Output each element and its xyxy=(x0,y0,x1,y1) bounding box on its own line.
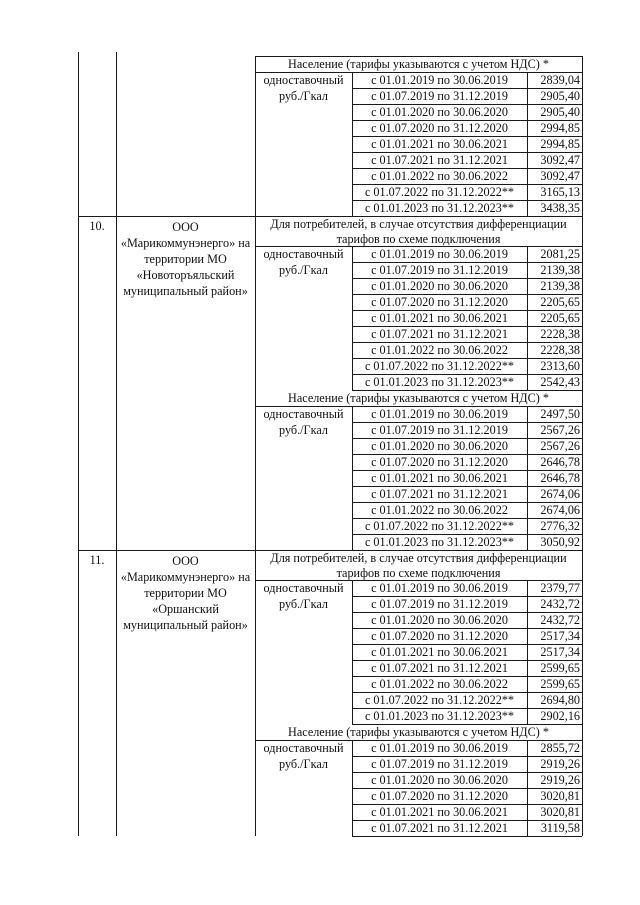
tariff-period-cell: с 01.01.2019 по 30.06.2019 xyxy=(371,407,508,421)
tariff-value-cell: 3438,35 xyxy=(540,201,580,215)
tariff-value-cell: 2432,72 xyxy=(540,613,580,627)
table-column-rule xyxy=(352,246,353,390)
tariff-period-cell: с 01.07.2019 по 31.12.2019 xyxy=(371,597,508,611)
tariff-period-cell: с 01.01.2021 по 30.06.2021 xyxy=(371,137,508,151)
org-number: 11. xyxy=(89,553,105,567)
tariff-period-cell: с 01.07.2021 по 31.12.2021 xyxy=(371,327,508,341)
tariff-period-cell: с 01.07.2021 по 31.12.2021 xyxy=(371,487,508,501)
tariff-period-cell: с 01.07.2021 по 31.12.2021 xyxy=(371,821,508,835)
tariff-value-cell: 2228,38 xyxy=(540,327,580,341)
table-column-rule xyxy=(116,52,117,836)
tariff-value-cell: 2599,65 xyxy=(540,677,580,691)
tariff-value-cell: 2517,34 xyxy=(540,629,580,643)
single-rate-label: одноставочный xyxy=(263,407,344,421)
org-name: ООО «Марикоммунэнерго» на территории МО «Оршанский муниципальный район» xyxy=(120,554,251,632)
tariff-value-cell: 3165,13 xyxy=(540,185,580,199)
tariff-period-cell: с 01.01.2020 по 30.06.2020 xyxy=(371,773,508,787)
tariff-value-cell: 2905,40 xyxy=(540,105,580,119)
table-column-rule xyxy=(352,406,353,550)
population-subheader: Население (тарифы указываются с учетом НДС) * xyxy=(288,725,549,739)
table-column-rule xyxy=(527,406,528,550)
tariff-period-cell: с 01.01.2023 по 31.12.2023** xyxy=(364,535,515,549)
tariff-period-cell: с 01.01.2020 по 30.06.2020 xyxy=(371,105,508,119)
tariff-value-cell: 2674,06 xyxy=(540,487,580,501)
tariff-period-cell: с 01.01.2023 по 31.12.2023** xyxy=(364,201,515,215)
tariff-period-cell: с 01.07.2020 по 31.12.2020 xyxy=(371,629,508,643)
population-subheader: Население (тарифы указываются с учетом НДС) * xyxy=(288,57,549,71)
tariff-period-cell: с 01.07.2020 по 31.12.2020 xyxy=(371,789,508,803)
tariff-period-cell: с 01.01.2019 по 30.06.2019 xyxy=(371,247,508,261)
table-row-rule xyxy=(352,836,582,837)
tariff-period-cell: с 01.07.2020 по 31.12.2020 xyxy=(371,121,508,135)
single-rate-label: одноставочный xyxy=(263,581,344,595)
tariff-period-cell: с 01.01.2019 по 30.06.2019 xyxy=(371,73,508,87)
unit-label: руб./Гкал xyxy=(279,263,328,277)
tariff-period-cell: с 01.07.2019 по 31.12.2019 xyxy=(371,757,508,771)
tariff-period-cell: с 01.01.2022 по 30.06.2022 xyxy=(371,677,508,691)
tariff-period-cell: с 01.01.2023 по 31.12.2023** xyxy=(364,709,515,723)
tariff-period-cell: с 01.01.2020 по 30.06.2020 xyxy=(371,279,508,293)
tariff-value-cell: 3050,92 xyxy=(540,535,580,549)
tariff-period-cell: с 01.01.2021 по 30.06.2021 xyxy=(371,645,508,659)
tariff-period-cell: с 01.07.2022 по 31.12.2022** xyxy=(364,359,515,373)
tariff-period-cell: с 01.01.2021 по 30.06.2021 xyxy=(371,805,508,819)
tariff-value-cell: 2646,78 xyxy=(540,455,580,469)
tariff-value-cell: 2839,04 xyxy=(540,73,580,87)
table-column-rule xyxy=(527,740,528,836)
tariff-period-cell: с 01.07.2021 по 31.12.2021 xyxy=(371,153,508,167)
tariff-value-cell: 2674,06 xyxy=(540,503,580,517)
tariff-value-cell: 2902,16 xyxy=(540,709,580,723)
tariff-period-cell: с 01.07.2019 по 31.12.2019 xyxy=(371,423,508,437)
tariff-period-cell: с 01.01.2019 по 30.06.2019 xyxy=(371,581,508,595)
org-number: 10. xyxy=(89,219,105,233)
population-subheader: Население (тарифы указываются с учетом НДС) * xyxy=(288,391,549,405)
tariff-period-cell: с 01.07.2020 по 31.12.2020 xyxy=(371,455,508,469)
tariff-value-cell: 2919,26 xyxy=(540,773,580,787)
tariff-period-cell: с 01.07.2019 по 31.12.2019 xyxy=(371,89,508,103)
tariff-value-cell: 2855,72 xyxy=(540,741,580,755)
tariff-period-cell: с 01.01.2020 по 30.06.2020 xyxy=(371,439,508,453)
tariff-period-cell: с 01.01.2022 по 30.06.2022 xyxy=(371,503,508,517)
tariff-period-cell: с 01.07.2022 по 31.12.2022** xyxy=(364,693,515,707)
table-column-rule xyxy=(352,72,353,216)
tariff-period-cell: с 01.01.2021 по 30.06.2021 xyxy=(371,311,508,325)
tariff-period-cell: с 01.01.2021 по 30.06.2021 xyxy=(371,471,508,485)
tariff-value-cell: 2694,80 xyxy=(540,693,580,707)
tariff-value-cell: 2599,65 xyxy=(540,661,580,675)
unit-label: руб./Гкал xyxy=(279,597,328,611)
org-name: ООО «Марикоммунэнерго» на территории МО «Новоторъяльский муниципальный район» xyxy=(120,220,251,298)
tariff-value-cell: 3020,81 xyxy=(540,805,580,819)
tariff-value-cell: 2776,32 xyxy=(540,519,580,533)
table-right-rule xyxy=(582,56,583,836)
table-column-rule xyxy=(527,580,528,724)
tariff-value-cell: 2139,38 xyxy=(540,279,580,293)
unit-label: руб./Гкал xyxy=(279,757,328,771)
table-column-rule xyxy=(352,740,353,836)
tariff-value-cell: 2139,38 xyxy=(540,263,580,277)
tariff-period-cell: с 01.01.2022 по 30.06.2022 xyxy=(371,169,508,183)
tariff-period-cell: с 01.07.2022 по 31.12.2022** xyxy=(364,185,515,199)
tariff-period-cell: с 01.07.2022 по 31.12.2022** xyxy=(364,519,515,533)
tariff-value-cell: 2994,85 xyxy=(540,137,580,151)
tariff-value-cell: 2994,85 xyxy=(540,121,580,135)
tariff-value-cell: 2313,60 xyxy=(540,359,580,373)
table-column-rule xyxy=(527,72,528,216)
no-diff-subheader: Для потребителей, в случае отсутствия дифференциации тарифов по схеме подключения xyxy=(270,551,567,580)
tariff-period-cell: с 01.01.2023 по 31.12.2023** xyxy=(364,375,515,389)
unit-label: руб./Гкал xyxy=(279,423,328,437)
table-column-rule xyxy=(255,56,256,836)
tariff-value-cell: 2205,65 xyxy=(540,295,580,309)
tariff-value-cell: 2905,40 xyxy=(540,89,580,103)
tariff-period-cell: с 01.01.2022 по 30.06.2022 xyxy=(371,343,508,357)
tariff-value-cell: 2567,26 xyxy=(540,439,580,453)
tariff-value-cell: 3092,47 xyxy=(540,153,580,167)
tariff-value-cell: 2567,26 xyxy=(540,423,580,437)
single-rate-label: одноставочный xyxy=(263,247,344,261)
single-rate-label: одноставочный xyxy=(263,73,344,87)
tariff-value-cell: 2228,38 xyxy=(540,343,580,357)
tariff-value-cell: 2919,26 xyxy=(540,757,580,771)
tariff-value-cell: 2517,34 xyxy=(540,645,580,659)
tariff-period-cell: с 01.07.2019 по 31.12.2019 xyxy=(371,263,508,277)
table-column-rule xyxy=(527,246,528,390)
no-diff-subheader: Для потребителей, в случае отсутствия дифференциации тарифов по схеме подключения xyxy=(270,217,567,246)
tariff-value-cell: 2646,78 xyxy=(540,471,580,485)
tariff-period-cell: с 01.07.2020 по 31.12.2020 xyxy=(371,295,508,309)
tariff-value-cell: 3020,81 xyxy=(540,789,580,803)
tariff-value-cell: 2081,25 xyxy=(540,247,580,261)
tariff-value-cell: 2432,72 xyxy=(540,597,580,611)
tariff-value-cell: 3092,47 xyxy=(540,169,580,183)
table-column-rule xyxy=(352,580,353,724)
tariff-period-cell: с 01.07.2021 по 31.12.2021 xyxy=(371,661,508,675)
tariff-period-cell: с 01.01.2020 по 30.06.2020 xyxy=(371,613,508,627)
tariff-value-cell: 3119,58 xyxy=(540,821,580,835)
tariff-value-cell: 2379,77 xyxy=(540,581,580,595)
tariff-value-cell: 2205,65 xyxy=(540,311,580,325)
tariff-period-cell: с 01.01.2019 по 30.06.2019 xyxy=(371,741,508,755)
table-left-rule xyxy=(78,52,79,836)
tariff-value-cell: 2497,50 xyxy=(540,407,580,421)
unit-label: руб./Гкал xyxy=(279,89,328,103)
tariff-value-cell: 2542,43 xyxy=(540,375,580,389)
single-rate-label: одноставочный xyxy=(263,741,344,755)
